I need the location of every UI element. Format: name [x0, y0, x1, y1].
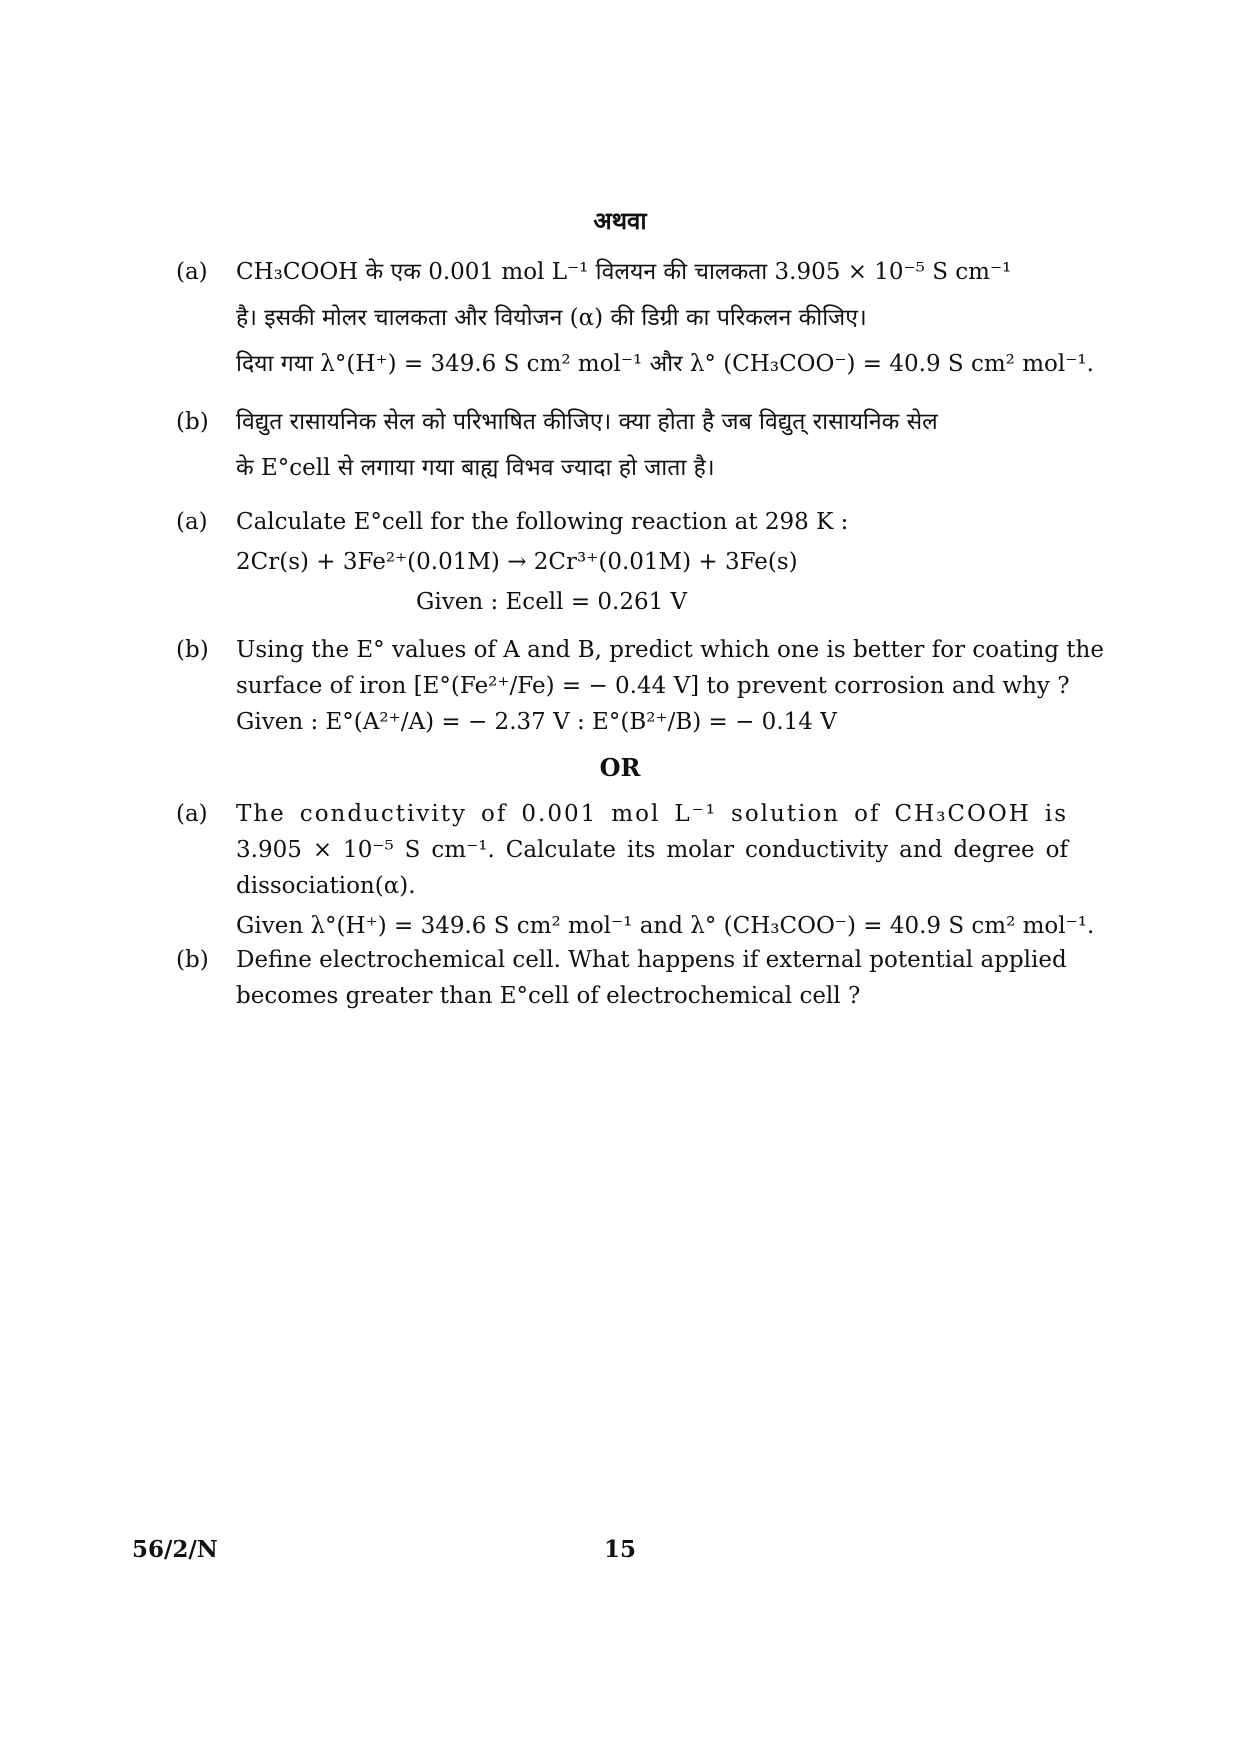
english-or-a-line2: 3.905 × 10⁻⁵ S cm⁻¹. Calculate its molar conductivity and degree of	[236, 837, 1068, 863]
english-or-a-line1: The conductivity of 0.001 mol L⁻¹ solution of CH₃COOH is	[236, 801, 1068, 827]
english-or-b-line2: becomes greater than E°cell of electrochemical cell ?	[236, 983, 861, 1009]
hindi-a-line1: CH₃COOH के एक 0.001 mol L⁻¹ विलयन की चालकता 3.905 × 10⁻⁵ S cm⁻¹	[236, 259, 1012, 285]
english-or-a-line3: dissociation(α).	[236, 873, 416, 899]
english-b-line1: Using the E° values of A and B, predict which one is better for coating the	[236, 637, 1104, 663]
english-or-question-a-label: (a)	[176, 801, 208, 827]
english-or-a-given: Given λ°(H⁺) = 349.6 S cm² mol⁻¹ and λ° (CH₃COO⁻) = 40.9 S cm² mol⁻¹.	[236, 913, 1095, 939]
english-or-question-b-body	[236, 942, 1068, 1014]
hindi-b-line2: के E°cell से लगाया गया बाह्य विभव ज्यादा हो जाता है।	[236, 455, 715, 481]
english-or-b-line1: Define electrochemical cell. What happens if external potential applied	[236, 947, 1067, 973]
hindi-a-line2: है। इसकी मोलर चालकता और वियोजन (α) की डिग्री का परिकलन कीजिए।	[236, 305, 867, 331]
hindi-question-b-body	[236, 404, 1068, 486]
english-question-b-label: (b)	[176, 637, 209, 663]
english-a-line1: Calculate E°cell for the following reaction at 298 K :	[236, 509, 849, 535]
paper-code: 56/2/N	[132, 1536, 218, 1563]
hindi-b-line1: विद्युत रासायनिक सेल को परिभाषित कीजिए। क्या होता है जब विद्युत् रासायनिक सेल	[236, 409, 938, 435]
english-or-heading: OR	[599, 753, 641, 782]
english-a-reaction: 2Cr(s) + 3Fe²⁺(0.01M) → 2Cr³⁺(0.01M) + 3Fe(s)	[236, 549, 798, 575]
hindi-question-b-label: (b)	[176, 409, 209, 435]
hindi-question-a-label: (a)	[176, 259, 208, 285]
page-number: 15	[603, 1536, 636, 1563]
english-question-a-body	[236, 504, 1068, 620]
english-b-given: Given : E°(A²⁺/A) = − 2.37 V : E°(B²⁺/B) = − 0.14 V	[236, 709, 837, 735]
english-or-question-b-label: (b)	[176, 947, 209, 973]
english-question-a-label: (a)	[176, 509, 208, 535]
hindi-or-heading: अथवा	[593, 206, 647, 235]
hindi-a-line3: दिया गया λ°(H⁺) = 349.6 S cm² mol⁻¹ और λ° (CH₃COO⁻) = 40.9 S cm² mol⁻¹.	[236, 351, 1094, 377]
hindi-question-a-body	[236, 254, 1094, 382]
english-or-question-a-body	[236, 796, 1095, 944]
english-question-b-body	[236, 632, 1104, 740]
english-a-given: Given : Ecell = 0.261 V	[416, 589, 688, 615]
english-b-line2: surface of iron [E°(Fe²⁺/Fe) = − 0.44 V] to prevent corrosion and why ?	[236, 673, 1070, 699]
